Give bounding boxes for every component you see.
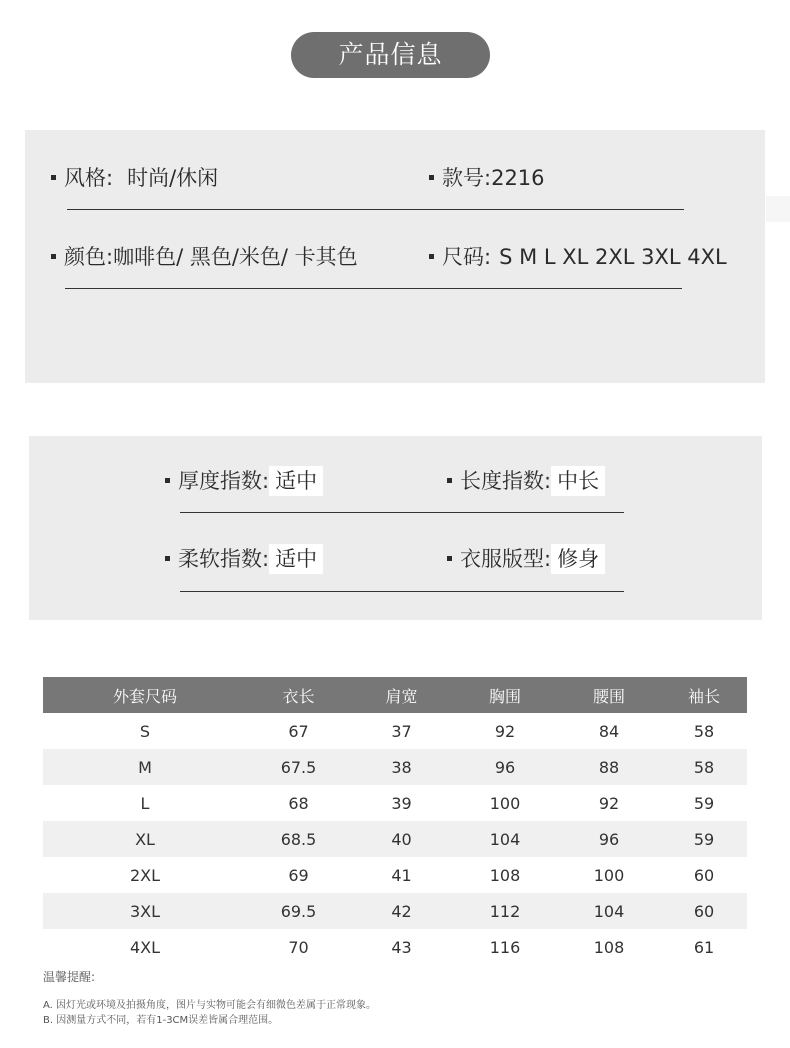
table-cell: 58 — [693, 721, 715, 741]
table-cell: 38 — [350, 749, 453, 785]
header-sleeve: 袖长 — [661, 677, 747, 713]
table-cell: 61 — [693, 937, 715, 957]
table-cell: 4XL — [129, 937, 161, 957]
divider — [180, 512, 624, 513]
style-label: 风格: — [64, 166, 114, 190]
model-item — [429, 163, 545, 193]
divider — [180, 591, 624, 592]
table-cell: 70 — [288, 937, 309, 957]
header-shoulder: 肩宽 — [350, 677, 453, 713]
size-value: S M L XL 2XL 3XL 4XL — [499, 245, 727, 269]
style-item — [51, 163, 218, 193]
table-row — [43, 785, 747, 821]
side-marker — [766, 196, 790, 222]
size-item — [429, 242, 727, 272]
table-cell: 60 — [661, 893, 747, 929]
table-cell: 69 — [288, 865, 309, 885]
header-length: 衣长 — [247, 677, 350, 713]
bullet-icon — [51, 175, 56, 180]
note-b: B. 因测量方式不同，若有1-3CM误差皆属合理范围。 — [43, 1015, 279, 1026]
bullet-icon — [429, 175, 434, 180]
header-chest: 胸围 — [453, 677, 557, 713]
divider — [65, 288, 682, 289]
table-cell: 3XL — [43, 893, 247, 929]
section-title: 产品信息 — [291, 32, 490, 78]
header-waist: 腰围 — [557, 677, 661, 713]
bullet-icon — [447, 556, 452, 561]
bullet-icon — [429, 254, 434, 259]
table-cell: 108 — [593, 937, 625, 957]
table-row — [43, 893, 747, 929]
table-cell: 116 — [489, 937, 521, 957]
size-label: 尺码: — [442, 245, 492, 269]
thickness-item — [165, 466, 323, 496]
length-item — [447, 466, 605, 496]
thickness-value: 适中 — [269, 466, 323, 496]
color-value: 咖啡色/ 黑色/米色/ 卡其色 — [113, 245, 358, 269]
table-cell: 84 — [598, 721, 620, 741]
color-label: 颜色: — [64, 245, 114, 269]
table-cell: 67.5 — [247, 749, 350, 785]
header-size: 外套尺码 — [43, 677, 247, 713]
bullet-icon — [447, 478, 452, 483]
divider — [67, 209, 684, 210]
table-cell: 88 — [557, 749, 661, 785]
indices-panel — [29, 436, 762, 620]
table-cell: 39 — [391, 793, 412, 813]
table-row — [43, 857, 747, 893]
size-table — [43, 677, 747, 965]
bullet-icon — [165, 478, 170, 483]
table-cell: 41 — [391, 865, 412, 885]
table-cell: 69.5 — [247, 893, 350, 929]
basic-info-panel — [25, 130, 765, 383]
style-value: 时尚/休闲 — [127, 166, 219, 190]
model-label: 款号: — [442, 166, 492, 190]
table-cell: 43 — [391, 937, 412, 957]
bullet-icon — [51, 254, 56, 259]
table-row — [43, 821, 747, 857]
table-cell: 37 — [391, 721, 412, 741]
table-cell: 40 — [350, 821, 453, 857]
table-cell: 58 — [661, 749, 747, 785]
table-cell: 92 — [598, 793, 620, 813]
fit-value: 修身 — [551, 544, 605, 574]
table-header-row — [43, 677, 747, 713]
table-cell: 59 — [693, 793, 715, 813]
table-cell: 60 — [693, 865, 715, 885]
table-cell: 42 — [350, 893, 453, 929]
table-cell: L — [140, 793, 150, 813]
thickness-label: 厚度指数: — [178, 469, 270, 493]
table-cell: 108 — [489, 865, 521, 885]
table-cell: 100 — [489, 793, 521, 813]
table-cell: 67 — [288, 721, 309, 741]
table-cell: S — [139, 721, 151, 741]
table-row — [43, 713, 747, 749]
table-cell: M — [43, 749, 247, 785]
table-cell: 96 — [557, 821, 661, 857]
model-value: 2216 — [491, 166, 545, 190]
softness-item — [165, 544, 323, 574]
table-cell: 104 — [453, 821, 557, 857]
table-cell: 104 — [557, 893, 661, 929]
table-row — [43, 929, 747, 965]
color-item — [51, 242, 358, 272]
table-cell: 68 — [288, 793, 309, 813]
table-cell: 59 — [661, 821, 747, 857]
table-cell: 112 — [453, 893, 557, 929]
table-cell: 96 — [453, 749, 557, 785]
softness-label: 柔软指数: — [178, 547, 270, 571]
softness-value: 适中 — [269, 544, 323, 574]
table-cell: 2XL — [129, 865, 161, 885]
table-cell: 68.5 — [247, 821, 350, 857]
table-cell: XL — [43, 821, 247, 857]
table-cell: 100 — [593, 865, 625, 885]
table-row — [43, 749, 747, 785]
notes-title: 温馨提醒: — [43, 970, 96, 984]
bullet-icon — [165, 556, 170, 561]
fit-item — [447, 544, 605, 574]
length-label: 长度指数: — [460, 469, 552, 493]
length-value: 中长 — [551, 466, 605, 496]
table-cell: 92 — [494, 721, 516, 741]
fit-label: 衣服版型: — [460, 547, 552, 571]
note-a: A. 因灯光或环境及拍摄角度，图片与实物可能会有细微色差属于正常现象。 — [43, 1000, 377, 1011]
